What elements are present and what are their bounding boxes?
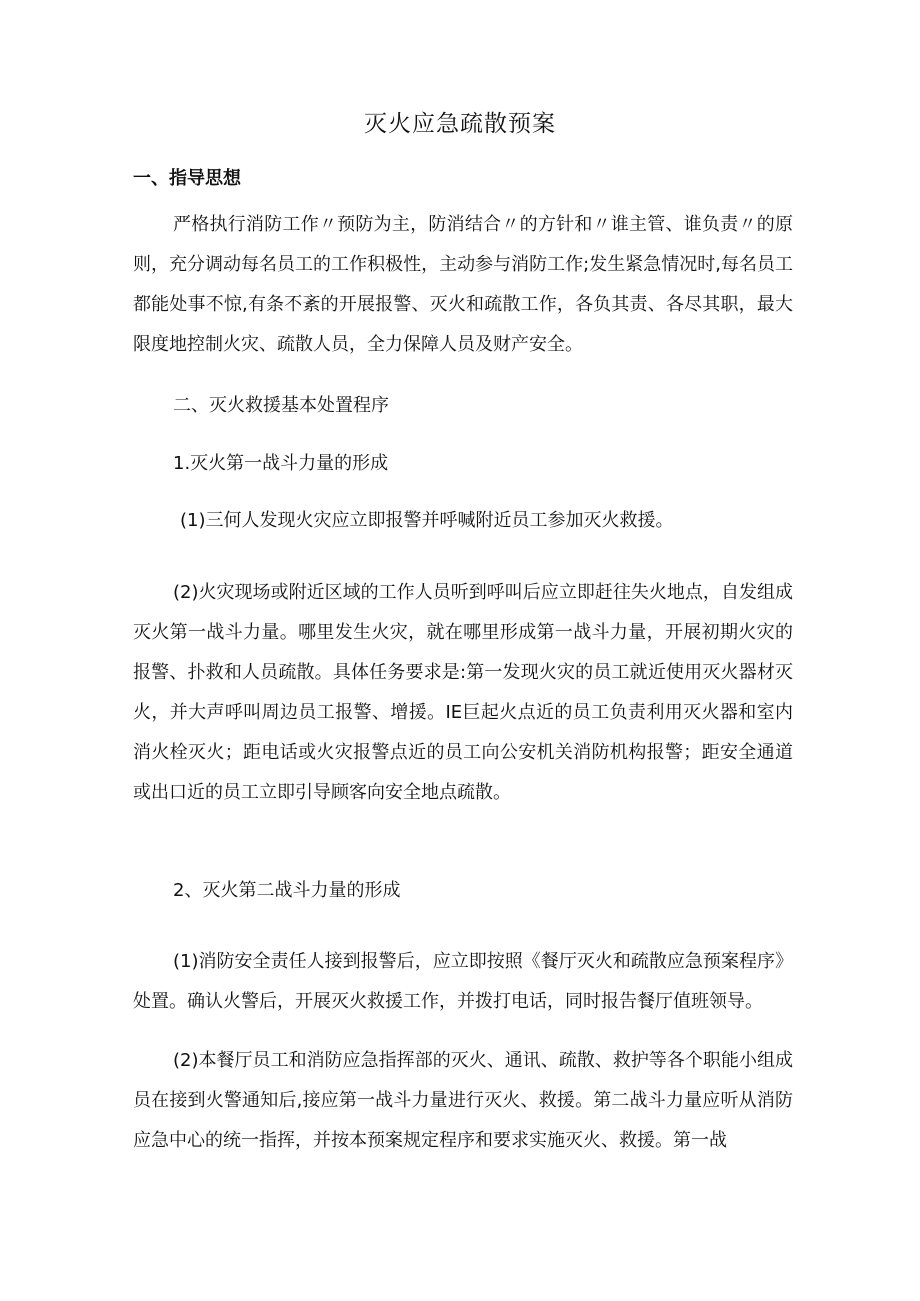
paragraph-second-force-item-2: (2)本餐厅员工和消防应急指挥部的灭火、通讯、疏散、救护等各个职能小组成员在接到火警通知后,接应第一战斗力量进行灭火、救援。第二战斗力量应听从消防应急中心的统一指挥，并按本预案规定程序和要求实施灭火、救援。第一战	[133, 1050, 793, 1151]
paragraph-guiding-ideology: 严格执行消防工作〃预防为主，防消结合〃的方针和〃谁主管、谁负责〃的原则，充分调动每名员工的工作积极性，主动参与消防工作;发生紧急情况时,每名员工都能处事不惊,有条不紊的开展报警、灭火和疏散工作，各负其责、各尽其职，最大限度地控制火灾、疏散人员，全力保障人员及财产安全。	[133, 214, 793, 355]
subheading-second-force: 2、灭火第二战斗力量的形成	[173, 880, 401, 901]
section-heading-procedure: 二、灭火救援基本处置程序	[173, 395, 389, 416]
section-heading-guiding-ideology: 一、指导思想	[133, 168, 241, 189]
paragraph-first-force-item-1: (1)三何人发现火灾应立即报警并呼喊附近员工参加灭火救援。	[180, 510, 674, 531]
paragraph-first-force-item-2: (2)火灾现场或附近区域的工作人员听到呼叫后应立即赶往失火地点，自发组成灭火第一战斗力量。哪里发生火灾，就在哪里形成第一战斗力量，开展初期火灾的报警、扑救和人员疏散。具体任务要求是:第一发现火灾的员工就近使用灭火器材灭火，并大声呼叫周边员工报警、增援。IE巨起火点近的员工负责利用灭火器和室内消火栓灭火；距电话或火灾报警点近的员工向公安机关消防机构报警；距安全通道或出口近的员工立即引导顾客向安全地点疏散。	[133, 582, 793, 803]
document-title: 灭火应急疏散预案	[364, 111, 556, 137]
subheading-first-force: 1.灭火第一战斗力量的形成	[173, 453, 389, 474]
paragraph-second-force-item-1: (1)消防安全责任人接到报警后，应立即按照《餐厅灭火和疏散应急预案程序》处置。确认火警后，开展灭火救援工作，并拨打电话，同时报告餐厅值班领导。	[133, 951, 793, 1012]
